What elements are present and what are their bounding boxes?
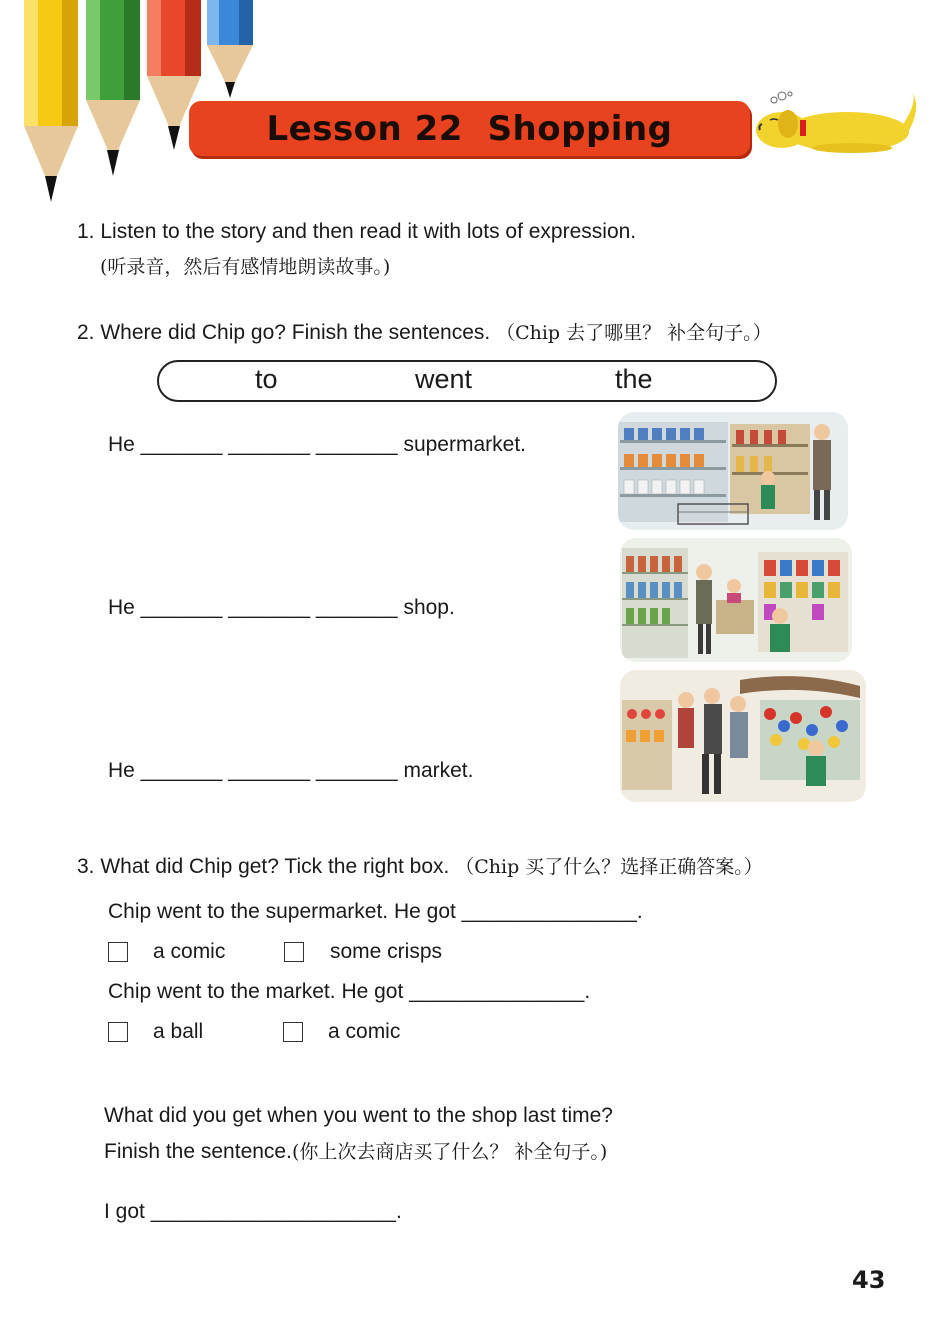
sleeping-dog-icon (752, 90, 920, 156)
extra-question-line2 (104, 1137, 607, 1164)
q2-heading (77, 318, 772, 345)
q3-heading (77, 852, 763, 879)
pencil-blue-icon (207, 0, 253, 98)
title-banner (189, 101, 750, 156)
answer-line: I got _____________________. (104, 1200, 402, 1223)
q3-text: 3. What did Chip get? Tick the right box. (77, 855, 450, 878)
lesson-title: Lesson 22 Shopping (266, 108, 673, 149)
extra-line2-cn: (你上次去商店买了什么？ 补全句子。) (291, 1141, 608, 1163)
checkbox-some-crisps[interactable] (284, 942, 304, 962)
checkbox-a-ball[interactable] (108, 1022, 128, 1042)
option-label: a comic (153, 940, 226, 963)
extra-line2-text: Finish the sentence. (104, 1140, 292, 1163)
fill-sentence-market: He _______ _______ _______ market. (108, 759, 474, 782)
word-bank (157, 360, 777, 402)
q2-text: 2. Where did Chip go? Finish the sentences. (77, 321, 491, 344)
q2-cn-text: （Chip 去了哪里？ 补全句子。） (496, 322, 772, 344)
option-label: some crisps (330, 940, 443, 963)
q3-sentence-supermarket: Chip went to the supermarket. He got _______________. (108, 900, 643, 923)
fill-sentence-supermarket: He _______ _______ _______ supermarket. (108, 433, 526, 456)
option-label: a comic (328, 1020, 401, 1043)
shop-illustration (620, 538, 852, 662)
word-bank-item: to (255, 364, 278, 394)
supermarket-illustration (618, 412, 848, 530)
market-illustration (620, 670, 866, 802)
word-bank-item: the (615, 364, 653, 394)
fill-sentence-shop: He _______ _______ _______ shop. (108, 596, 455, 619)
word-bank-item: went (415, 364, 473, 394)
pencil-green-icon (86, 0, 140, 176)
q3-sentence-market: Chip went to the market. He got _______________. (108, 980, 591, 1003)
option-label: a ball (153, 1020, 204, 1043)
q3-cn-text: （Chip 买了什么？选择正确答案。） (455, 856, 763, 878)
extra-question-line1: What did you get when you went to the shop last time? (104, 1104, 613, 1127)
pencil-yellow-icon (24, 0, 78, 202)
checkbox-a-comic[interactable] (108, 942, 128, 962)
page-number: 43 (852, 1266, 886, 1294)
checkbox-a-comic-2[interactable] (283, 1022, 303, 1042)
q1-cn-text: (听录音，然后有感情地朗读故事。) (100, 256, 391, 278)
q1-text: 1. Listen to the story and then read it with lots of expression. (77, 220, 637, 243)
